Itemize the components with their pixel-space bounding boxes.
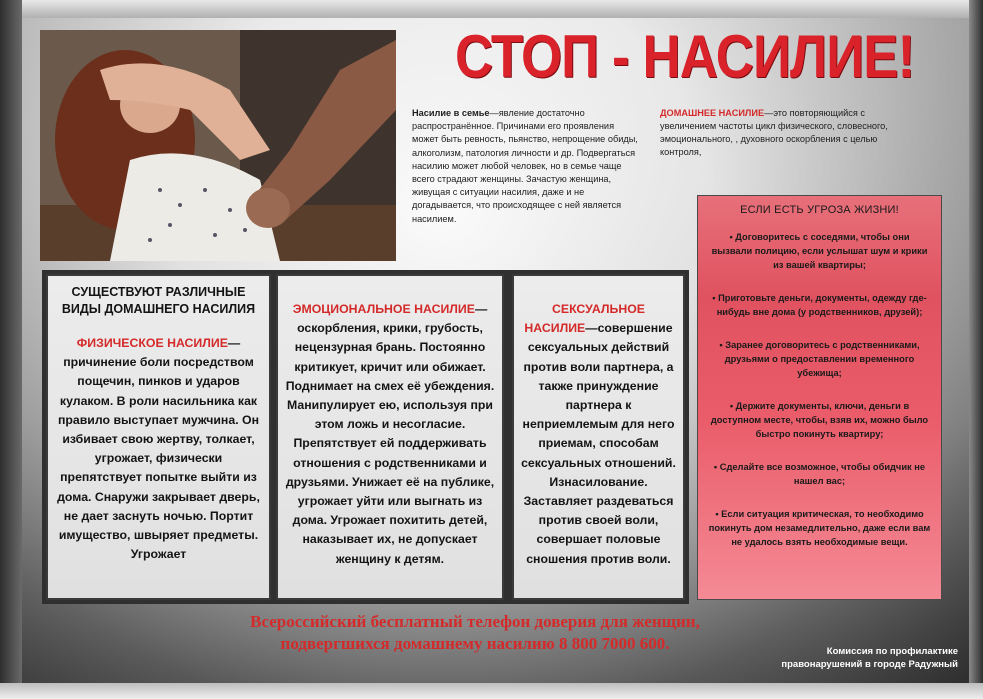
sexual-term: СЕКСУАЛЬНОЕ НАСИЛИЕ [524,302,645,336]
physical-term: ФИЗИЧЕСКОЕ НАСИЛИЕ [76,336,228,350]
emotional-text [284,300,496,569]
domestic-definition [660,107,910,159]
hotline-line-1: Всероссийский бесплатный телефон доверия для женщин, [250,612,700,631]
sexual-text [520,300,677,569]
commission-credit [730,645,958,671]
emotional-violence-box [276,274,504,600]
threat-item: • Держите документы, ключи, деньги в доступном месте, чтобы, взяв их, можно было быстро покинуть квартиру; [710,401,929,439]
domestic-term: ДОМАШНЕЕ НАСИЛИЕ [660,108,765,118]
frame-bottom [0,683,983,699]
physical-body: — причинение боли посредством пощечин, пинков и ударов кулаком. В роли насильника как правило выступает мужчина. Он избивает свою жертву, толкает, угрожает, физически препятствует попытке выйти из дома. Снаружи закрывает дверь, не дает заснуть ночью. Портит имущество, швыряет предметы. Угрожает [57,336,260,562]
hotline-text [175,611,775,655]
photo-victim [40,30,396,261]
commission-line-1: Комиссия по профилактике [826,646,958,657]
emotional-term: ЭМОЦИОНАЛЬНОЕ НАСИЛИЕ [292,302,475,316]
physical-text [56,334,261,564]
physical-violence-box [46,274,271,600]
threat-item: • Приготовьте деньги, документы, одежду где-нибудь вне дома (у родственников, друзей); [712,293,927,317]
frame-right [969,0,983,699]
threat-item: • Сделайте все возможное, чтобы обидчик не нашел вас; [713,462,926,486]
intro-body: —явление достаточно распространённое. Причинами его проявления может быть ревность, пьянство, непрощение обиды, алкоголизм, патология личности и др. Подвергаться насилию может любой человек, но в семье чаще всего страдают женщины. Зачастую женщина, живущая с ситуации насилия, даже и не догадывается, что происходящее с ней является насилием. [412,108,638,224]
types-heading: СУЩЕСТВУЮТ РАЗЛИЧНЫЕ ВИДЫ ДОМАШНЕГО НАСИЛИЯ [61,285,256,316]
sexual-violence-box [512,274,685,600]
threat-item: • Заранее договоритесь с родственниками, друзьями о предоставлении временного убежища; [719,340,920,378]
page-title: СТОП - НАСИЛИЕ! [455,23,915,90]
intro-term: Насилие в семье [412,108,490,118]
frame-left [0,0,22,699]
domestic-body: —это повторяющийся с увеличением частоты цикл физического, словесного, эмоционального, , духовного оскорбления с целью контроля, [660,108,888,157]
threat-item: • Договоритесь с соседями, чтобы они вызвали полицию, если услышат шум и крики из вашей квартиры; [711,232,928,270]
threat-box [697,195,942,600]
emotional-body: — оскорбления, крики, грубость, нецензурная брань. Постоянно критикует, кричит или обижает. Поднимает на смех её убеждения. Манипулирует ею, используя при этом ложь и несогласие. Препятствует ей поддерживать отношения с родственниками и друзьями. Унижает её на публике, угрожает уйти или выгнать из дома. Угрожает похитить детей, наказывает их, не допускает женщину к детям. [285,302,495,566]
frame-top [0,0,983,18]
sexual-body: —совершение сексуальных действий против воли партнера, а также принуждение партнера к неприемлемым для него приемам, способам сексуальных отношений. Изнасилование. Заставляет раздеваться против своей воли, совершает половые сношения против воли. [521,321,676,566]
threat-title: ЕСЛИ ЕСТЬ УГРОЗА ЖИЗНИ! [740,204,899,216]
intro-text [412,107,640,226]
hotline-line-2: подвергшихся домашнему насилию 8 800 7000 600. [280,634,670,653]
commission-line-2: правонарушений в городе Радужный [781,659,958,670]
threat-item: • Если ситуация критическая, то необходимо покинуть дом незамедлительно, даже если вам не удалось взять необходимые вещи. [708,509,931,547]
